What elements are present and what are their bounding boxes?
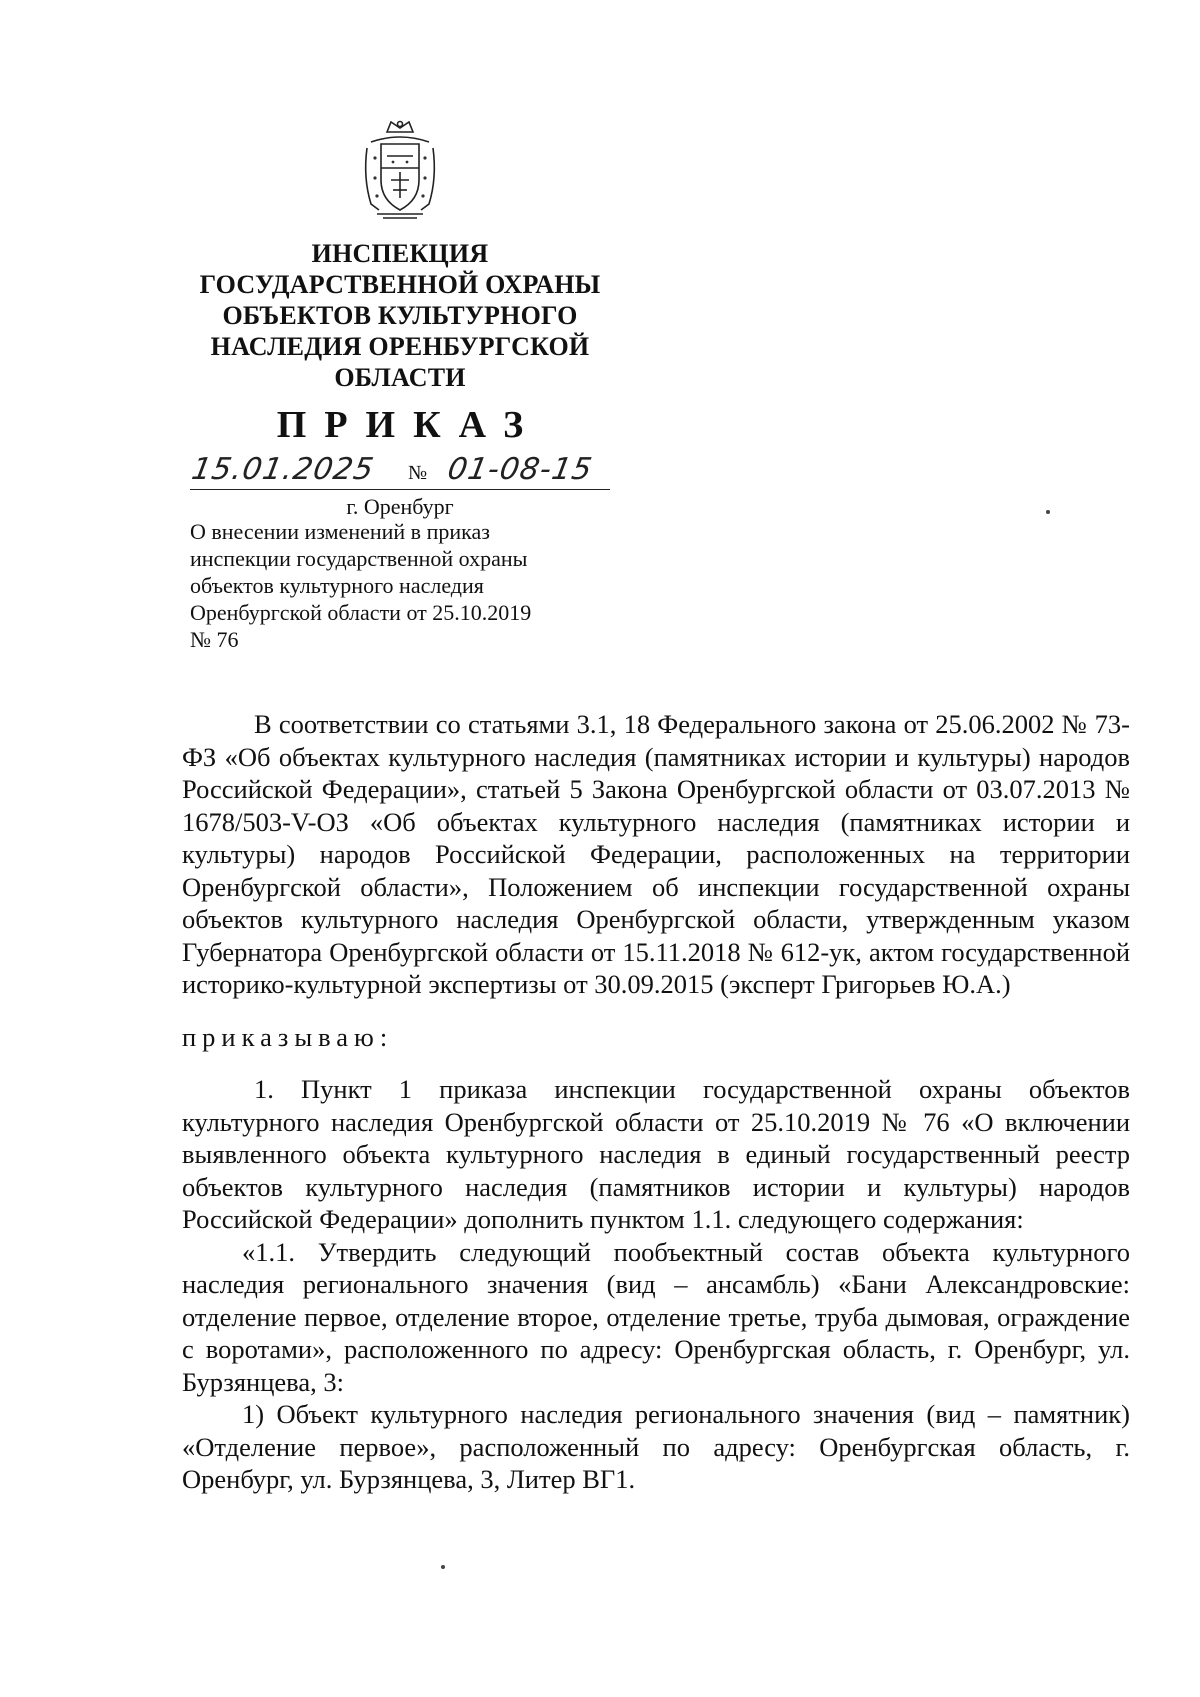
subject-line: инспекции государственной охраны xyxy=(190,546,528,571)
scan-speck xyxy=(441,1565,445,1569)
order-subject xyxy=(190,518,610,653)
order-date-number-line xyxy=(190,449,610,490)
organization-line: ОБЪЕКТОВ КУЛЬТУРНОГО xyxy=(222,301,578,330)
subitem-1-paragraph: 1) Объект культурного наследия регионального значения (вид – памятник) «Отделение первое», расположенный по адресу: Оренбургская область, г. Оренбург, ул. Бурзянцева, 3, Литер ВГ1. xyxy=(182,1399,1130,1494)
subject-line: Оренбургской области от 25.10.2019 xyxy=(190,600,532,625)
organization-name xyxy=(190,238,610,393)
organization-line: ИНСПЕКЦИЯ xyxy=(311,239,489,268)
number-sign: № xyxy=(408,462,428,484)
organization-line: ОБЛАСТИ xyxy=(334,363,466,392)
handwritten-order-number: 01-08-15 xyxy=(444,452,596,487)
handwritten-date: 15.01.2025 xyxy=(188,452,377,487)
organization-line: ГОСУДАРСТВЕННОЙ ОХРАНЫ xyxy=(199,270,601,299)
coat-of-arms-icon xyxy=(357,118,443,222)
orders-word: приказываю: xyxy=(182,1021,394,1052)
document-type-title: ПРИКАЗ xyxy=(276,404,542,446)
document-header xyxy=(190,118,610,520)
scan-speck xyxy=(1046,510,1050,514)
item-1-paragraph: 1. Пункт 1 приказа инспекции государственной охраны объектов культурного наследия Оренбургской области от 25.10.2019 № 76 «О включении выявленного объекта культурного наследия в единый государственный реестр объектов культурного наследия (памятников истории и культуры) народов Российской Федерации» дополнить пунктом 1.1. следующего содержания: xyxy=(182,1074,1130,1234)
organization-line: НАСЛЕДИЯ ОРЕНБУРГСКОЙ xyxy=(210,332,590,361)
city: г. Оренбург xyxy=(346,494,454,519)
subject-line: объектов культурного наследия xyxy=(190,573,484,598)
preamble-paragraph: В соответствии со статьями 3.1, 18 Федерального закона от 25.06.2002 № 73-ФЗ «Об объектах культурного наследия (памятниках истории и культуры) народов Российской Федерации», статьей 5 Закона Оренбургской области от 03.07.2013 № 1678/503-V-ОЗ «Об объектах культурного наследия (памятниках истории и культуры) народов Российской Федерации, расположенных на территории Оренбургской области», Положением об инспекции государственной охраны объектов культурного наследия Оренбургской области, утвержденным указом Губернатора Оренбургской области от 15.11.2018 № 612-ук, актом государственной историко-культурной экспертизы от 30.09.2015 (эксперт Григорьев Ю.А.) xyxy=(182,709,1130,999)
document-body xyxy=(182,708,1130,1496)
item-1-1-paragraph: «1.1. Утвердить следующий пообъектный состав объекта культурного наследия регионального значения (вид – ансамбль) «Бани Александровские: отделение первое, отделение второе, отделение третье, труба дымовая, ограждение с воротами», расположенного по адресу: Оренбургская область, г. Оренбург, ул. Бурзянцева, 3: xyxy=(182,1236,1130,1397)
subject-line: № 76 xyxy=(190,627,239,652)
subject-line: О внесении изменений в приказ xyxy=(190,519,490,544)
